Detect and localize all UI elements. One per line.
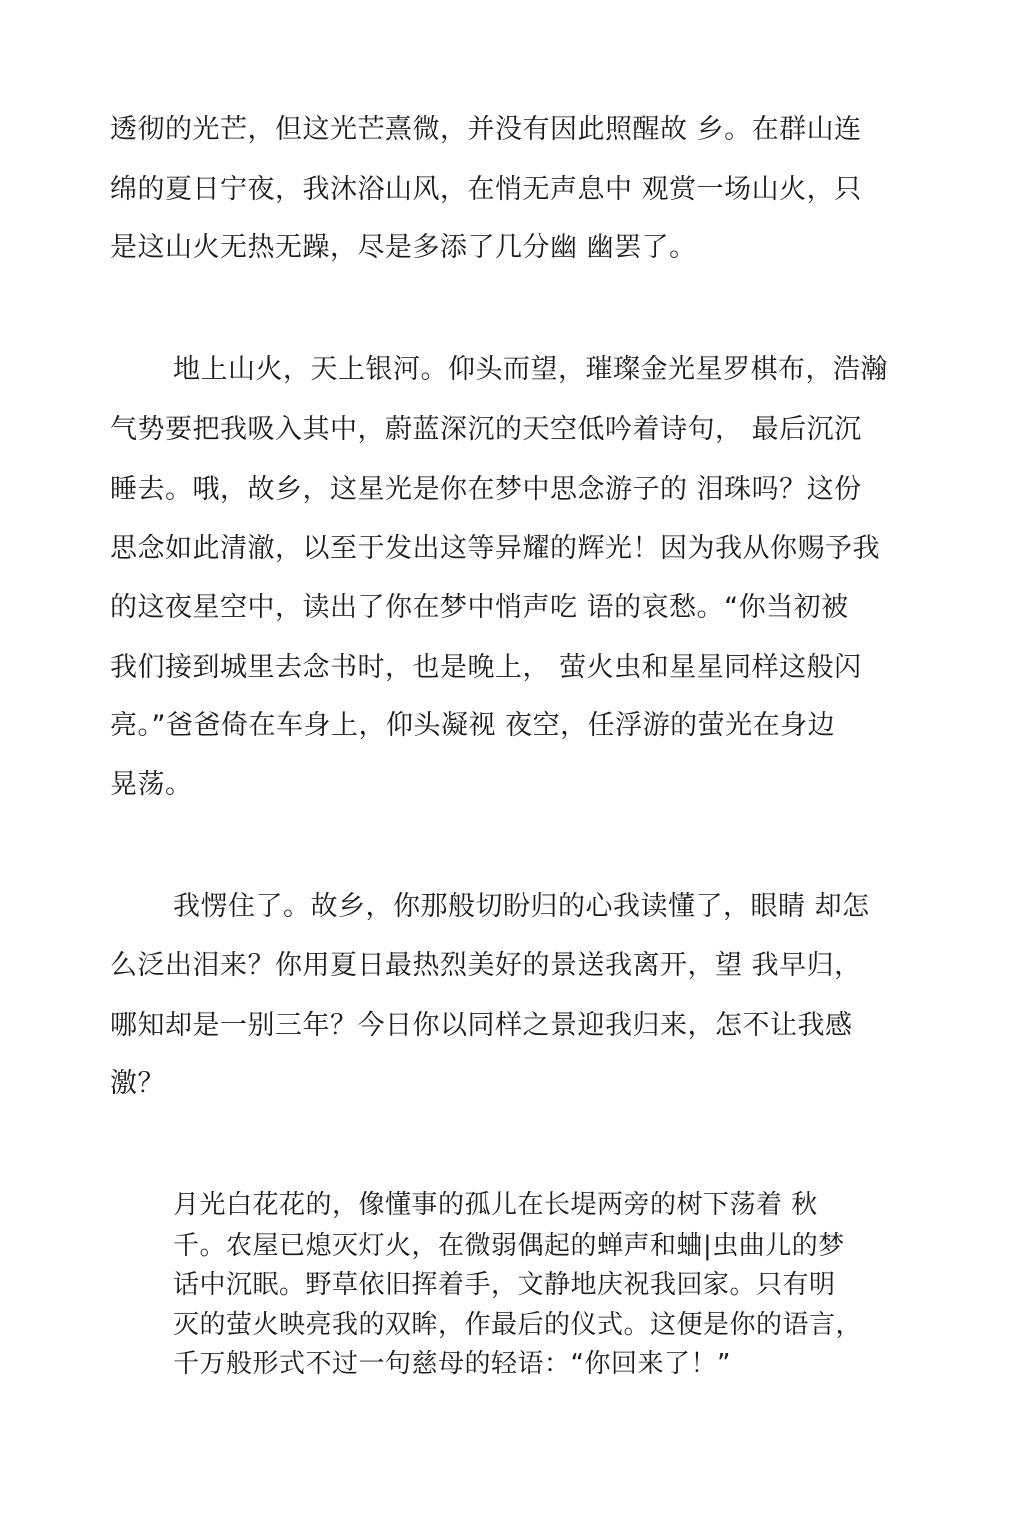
paragraph-4-line-4: 灭的萤火映亮我的双眸，作最后的仪式。这便是你的语言， — [173, 1310, 863, 1340]
paragraph-3-line-3: 哪知却是一别三年？今日你以同样之景迎我归来，怎不让我感 — [110, 1010, 853, 1041]
paragraph-2-line-5: 的这夜星空中，读出了你在梦中悄声吃 语的哀愁。“你当初被 — [110, 592, 849, 623]
paragraph-4-line-3: 话中沉眠。野草依旧挥着手，文静地庆祝我回家。只有明 — [173, 1270, 836, 1300]
paragraph-2-line-4: 思念如此清澈，以至于发出这等异耀的辉光！因为我从你赐予我 — [110, 533, 880, 564]
paragraph-3-line-1: 我愣住了。故乡，你那般切盼归的心我读懂了，眼睛 却怎 — [173, 891, 870, 922]
paragraph-2-line-3: 睡去。哦，故乡，这星光是你在梦中思念游子的 泪珠吗？这份 — [110, 474, 862, 505]
paragraph-1-line-2: 绵的夏日宁夜，我沐浴山风，在悄无声息中 观赏一场山火，只 — [110, 174, 862, 205]
paragraph-4-line-1: 月光白花花的，像懂事的孤儿在长堤两旁的树下荡着 秋 — [173, 1190, 818, 1220]
paragraph-3-line-2: 么泛出泪来？你用夏日最热烈美好的景送我离开，望 我早归， — [110, 950, 862, 981]
paragraph-2-line-1: 地上山火，天上银河。仰头而望，璀璨金光星罗棋布，浩瀚 — [173, 354, 888, 385]
paragraph-4-line-5: 千万般形式不过一句慈母的轻语：“你回来了！” — [173, 1349, 731, 1379]
paragraph-2-line-2: 气势要把我吸入其中，蔚蓝深沉的天空低吟着诗句， 最后沉沉 — [110, 414, 862, 445]
paragraph-2-line-8: 晃荡。 — [110, 769, 193, 800]
paragraph-1-line-3: 是这山火无热无躁，尽是多添了几分幽 幽罢了。 — [110, 232, 697, 263]
paragraph-2-line-6: 我们接到城里去念书时，也是晚上， 萤火虫和星星同样这般闪 — [110, 652, 862, 683]
paragraph-3-line-4: 激？ — [110, 1068, 165, 1099]
paragraph-1-line-1: 透彻的光芒，但这光芒熹微，并没有因此照醒故 乡。在群山连 — [110, 114, 862, 145]
paragraph-4-line-2: 千。农屋已熄灭灯火，在微弱偶起的蝉声和蛐|虫曲儿的梦 — [173, 1231, 845, 1261]
paragraph-2-line-7: 亮。”爸爸倚在车身上，仰头凝视 夜空，任浮游的萤光在身边 — [110, 710, 836, 741]
